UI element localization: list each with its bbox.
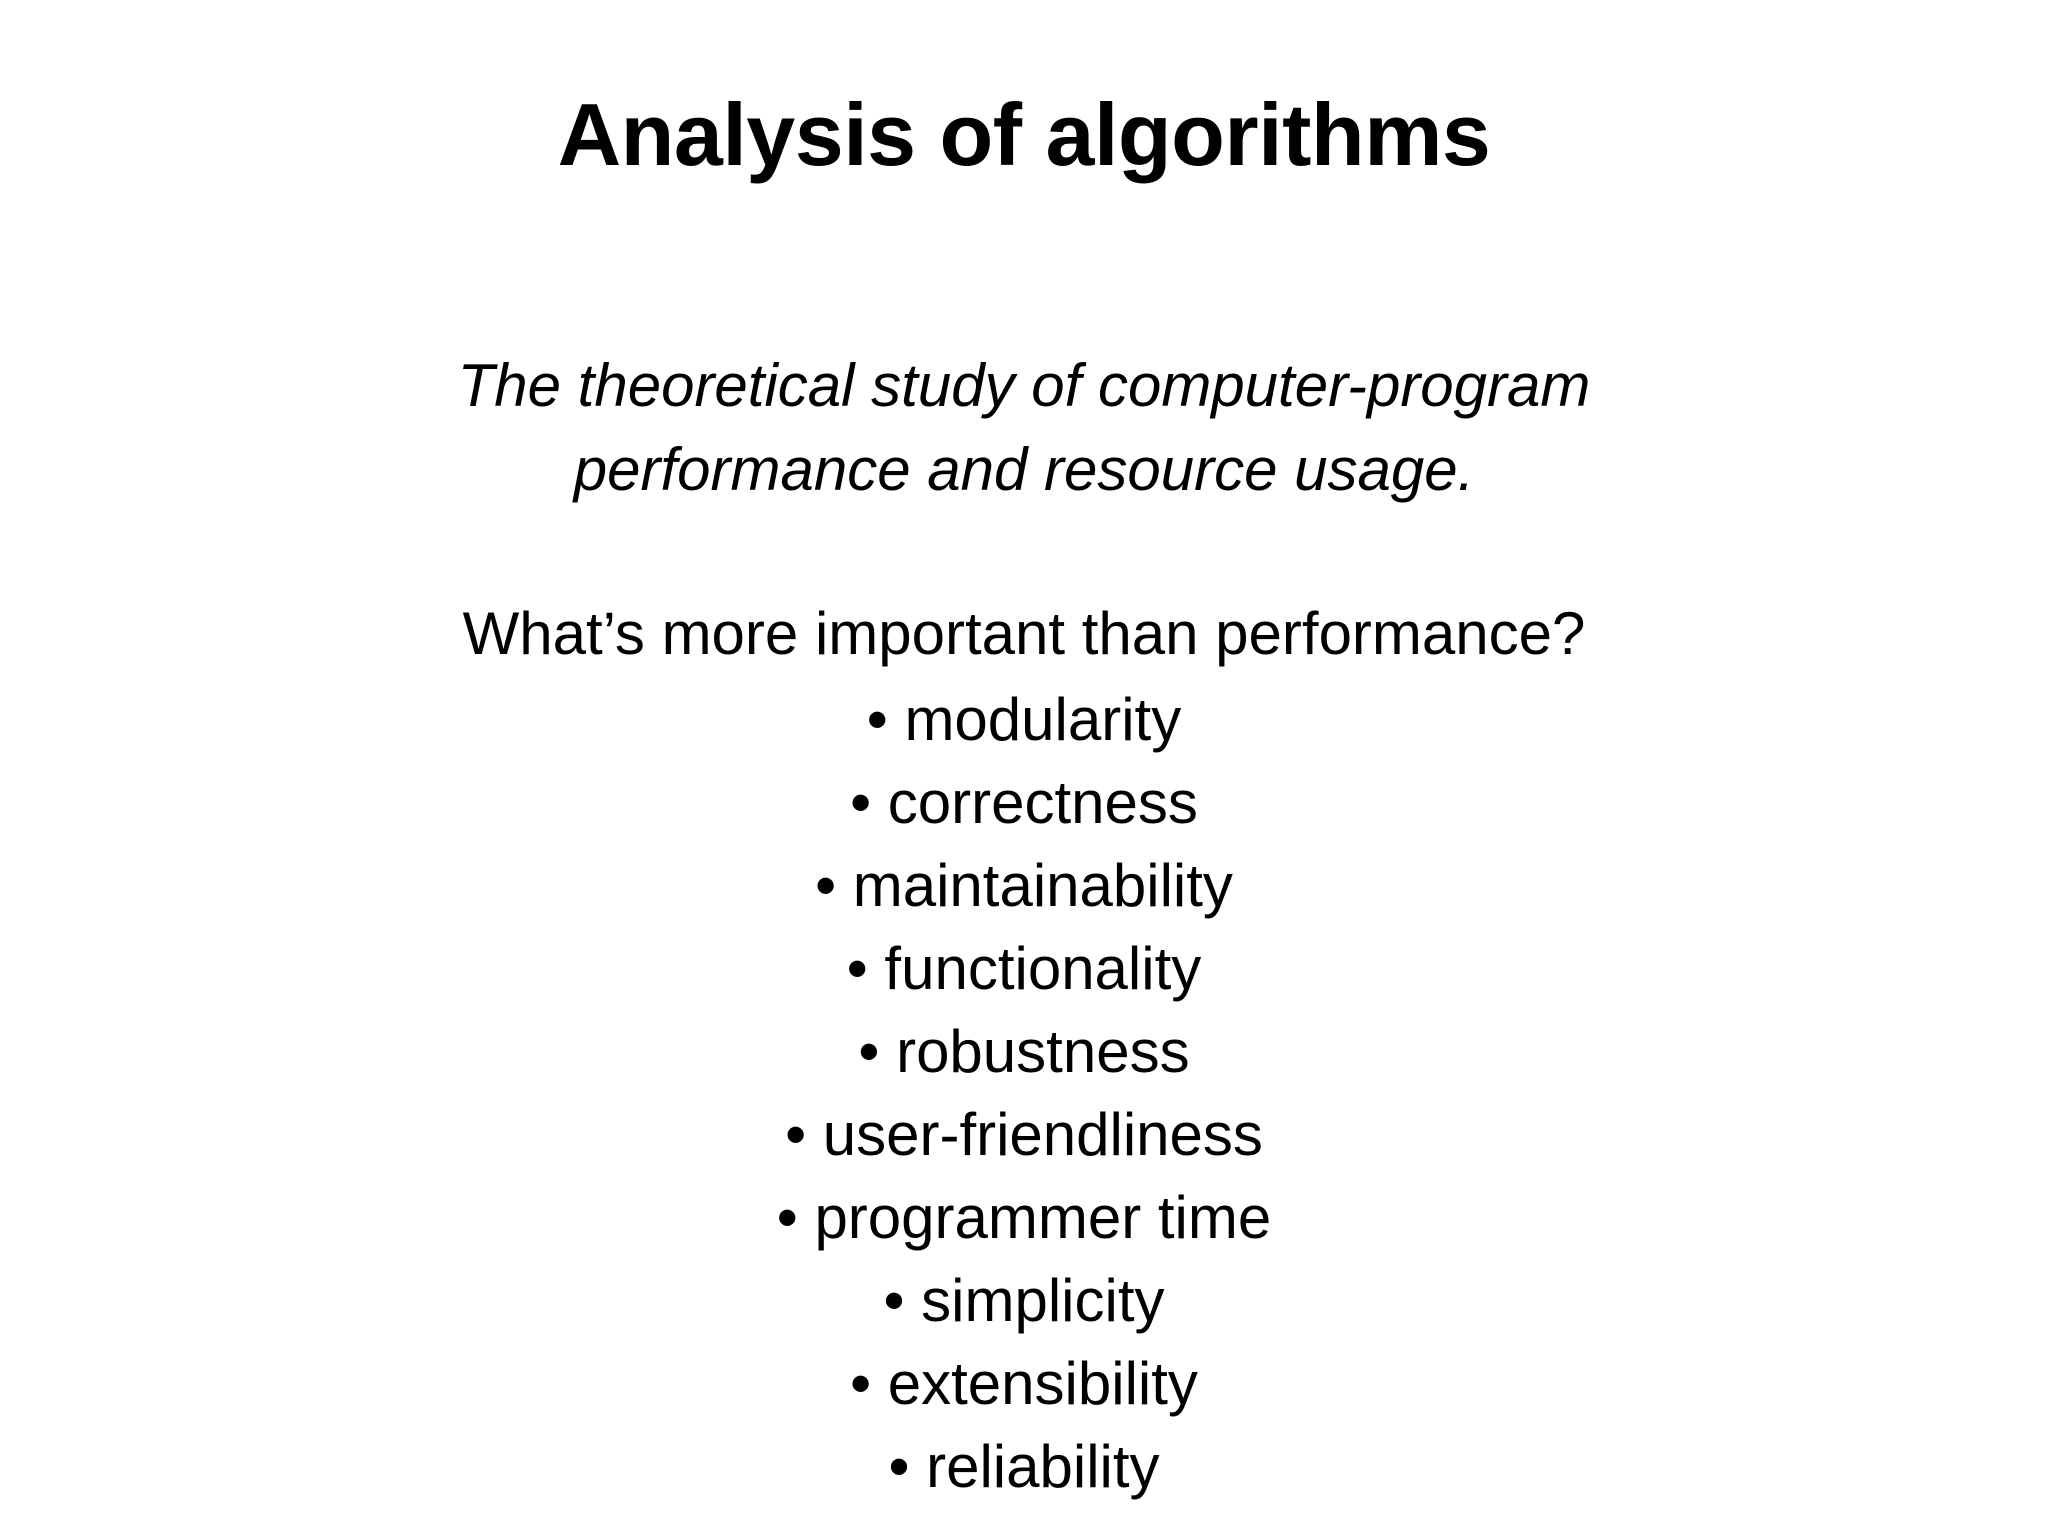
definition-line: The theoretical study of computer-program (457, 352, 1591, 419)
list-item: • user-friendliness (785, 1101, 1263, 1168)
list-item: • robustness (858, 1018, 1190, 1085)
list-item: • simplicity (883, 1267, 1165, 1334)
list-item: • reliability (888, 1433, 1160, 1500)
list-item: • extensibility (850, 1350, 1198, 1417)
list-item: • correctness (850, 769, 1198, 836)
bullet-list (0, 678, 2048, 1508)
definition-line: performance and resource usage. (573, 436, 1475, 503)
definition-text (0, 344, 2048, 512)
list-item: • functionality (846, 935, 1202, 1002)
slide-title: Analysis of algorithms (557, 85, 1491, 184)
list-item: • maintainability (815, 852, 1233, 919)
list-item: • programmer time (776, 1184, 1272, 1251)
question-text: What’s more important than performance? (462, 600, 1586, 667)
list-item: • modularity (866, 686, 1182, 753)
